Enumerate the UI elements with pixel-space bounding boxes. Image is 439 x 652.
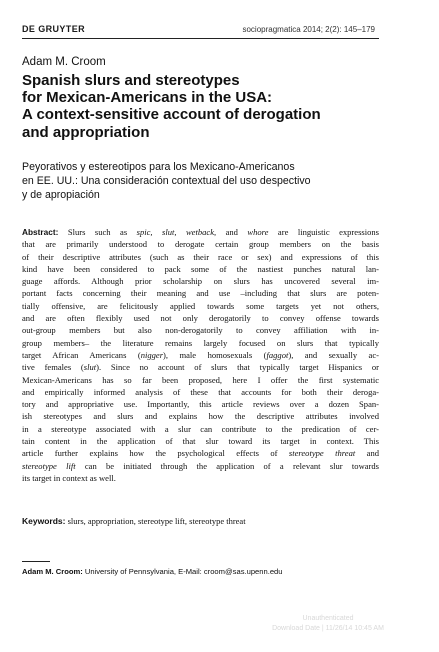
watermark-line: Unauthenticated xyxy=(302,615,354,622)
keywords xyxy=(22,516,246,526)
abstract-text: ish stereotypes and slurs and explains how the descriptive attributes involved xyxy=(22,411,379,422)
abstract-italic-term: nigger xyxy=(140,349,164,360)
abstract-line xyxy=(22,410,379,422)
abstract-text: tain content in the application of that slur toward its target in context. This xyxy=(22,436,379,447)
title-line: A context-sensitive account of derogation xyxy=(22,106,321,124)
abstract-text: that are primarily understood to derogate certain group members on the basis xyxy=(22,239,379,250)
abstract-italic-term: whore xyxy=(247,227,269,237)
abstract-text: Mexican-Americans has so far been proposed, here I offer the first systematic xyxy=(22,374,379,385)
author-affiliation xyxy=(22,567,283,576)
abstract-line xyxy=(22,287,379,299)
watermark-line: Download Date | 11/26/14 10:45 AM xyxy=(272,625,384,632)
download-watermark xyxy=(258,614,398,634)
subtitle-line: y de apropiación xyxy=(22,189,100,201)
abstract-line xyxy=(22,226,379,238)
keywords-label: Keywords: xyxy=(22,516,66,526)
abstract-text: tially offensive, are felicitously applied towards some targets yet not others, xyxy=(22,300,379,311)
affiliation-text: University of Pennsylvania, E-Mail: croom@sas.upenn.edu xyxy=(82,567,283,576)
subtitle-line: Peyorativos y estereotipos para los Mexicano-Americanos xyxy=(22,161,295,173)
abstract-line xyxy=(22,435,379,447)
abstract-line xyxy=(22,361,379,373)
abstract-text: and xyxy=(355,448,380,459)
abstract xyxy=(22,226,379,484)
abstract-line xyxy=(22,398,379,410)
affiliation-author: Adam M. Croom: xyxy=(22,567,83,576)
subtitle-line: en EE. UU.: Una consideración contextual del uso despectivo xyxy=(22,175,311,187)
footnote-rule xyxy=(22,561,50,562)
abstract-line xyxy=(22,263,379,275)
abstract-line xyxy=(22,472,379,484)
journal-citation: sociopragmatica 2014; 2(2): 145–179 xyxy=(242,25,375,34)
abstract-line xyxy=(22,386,379,398)
abstract-text: portant facts concerning their meaning and use –including that slurs are poten- xyxy=(22,288,379,299)
publisher-name: DE GRUYTER xyxy=(22,24,86,34)
abstract-text: ), male homosexuals ( xyxy=(163,349,267,360)
abstract-text: of their descriptive attributes (such as their race or sex) and expressions of this xyxy=(22,251,379,262)
abstract-text: ). Since no account of slurs that typically target Hispanics or xyxy=(96,362,380,373)
abstract-text: guage affords. Although prior scholarship on slurs has uncovered several im- xyxy=(22,276,379,287)
abstract-text: article further explains how the psychological effects of xyxy=(22,448,289,459)
abstract-line xyxy=(22,447,379,459)
abstract-text: its target in context as well. xyxy=(22,472,116,483)
abstract-text: , and xyxy=(214,227,248,237)
abstract-line xyxy=(22,337,379,349)
article-title xyxy=(22,72,372,141)
abstract-text: kind have been considered to pack some of the nastiest punches natural lan- xyxy=(22,263,379,274)
abstract-line xyxy=(22,374,379,386)
abstract-text: target African Americans ( xyxy=(22,349,141,360)
abstract-line xyxy=(22,460,379,472)
abstract-text: , xyxy=(174,227,186,237)
abstract-line xyxy=(22,349,379,361)
abstract-text: group members– the literature remains largely focused on slurs that typically xyxy=(22,337,379,348)
abstract-text: can be initiated through the application of a relevant slur towards xyxy=(75,460,379,471)
abstract-text: tory and appropriative use. Importantly, this article reviews over a dozen Span- xyxy=(22,399,379,410)
abstract-line xyxy=(22,300,379,312)
abstract-label: Abstract: xyxy=(22,227,59,237)
abstract-text: in a stereotype associated with a slur can contribute to the predication of cer- xyxy=(22,423,379,434)
abstract-line xyxy=(22,238,379,250)
abstract-italic-term: faggot xyxy=(266,349,289,360)
title-line: and appropriation xyxy=(22,123,150,141)
abstract-italic-term: slut xyxy=(83,362,97,373)
keywords-text: slurs, appropriation, stereotype lift, stereotype threat xyxy=(65,516,246,526)
article-subtitle xyxy=(22,160,382,202)
abstract-line xyxy=(22,251,379,263)
abstract-text: Slurs such as xyxy=(58,227,137,237)
abstract-line xyxy=(22,324,379,336)
abstract-italic-term: stereotype lift xyxy=(22,460,76,471)
abstract-text: , xyxy=(150,227,163,237)
abstract-italic-term: wetback xyxy=(185,227,214,237)
abstract-text: out-group members but also non-derogatorily to convey affiliation with in- xyxy=(22,325,379,336)
abstract-line xyxy=(22,275,379,287)
abstract-text: tive females ( xyxy=(22,362,84,373)
abstract-text: and empirically informed analysis of these that accounts for both their deroga- xyxy=(22,386,379,397)
title-line: Spanish slurs and stereotypes xyxy=(22,72,240,89)
abstract-text: are linguistic expressions xyxy=(268,227,379,237)
title-line: for Mexican-Americans in the USA: xyxy=(22,89,273,107)
header-rule xyxy=(22,38,379,39)
abstract-text: ), and sexually ac- xyxy=(288,349,379,360)
abstract-text: and are often flexibly used not only derogatorily to convey offense towards xyxy=(22,313,379,324)
abstract-line xyxy=(22,312,379,324)
abstract-line xyxy=(22,423,379,435)
abstract-italic-term: slut xyxy=(162,227,175,237)
abstract-italic-term: stereotype threat xyxy=(288,448,356,459)
author-name: Adam M. Croom xyxy=(22,56,106,68)
abstract-italic-term: spic xyxy=(136,227,151,237)
